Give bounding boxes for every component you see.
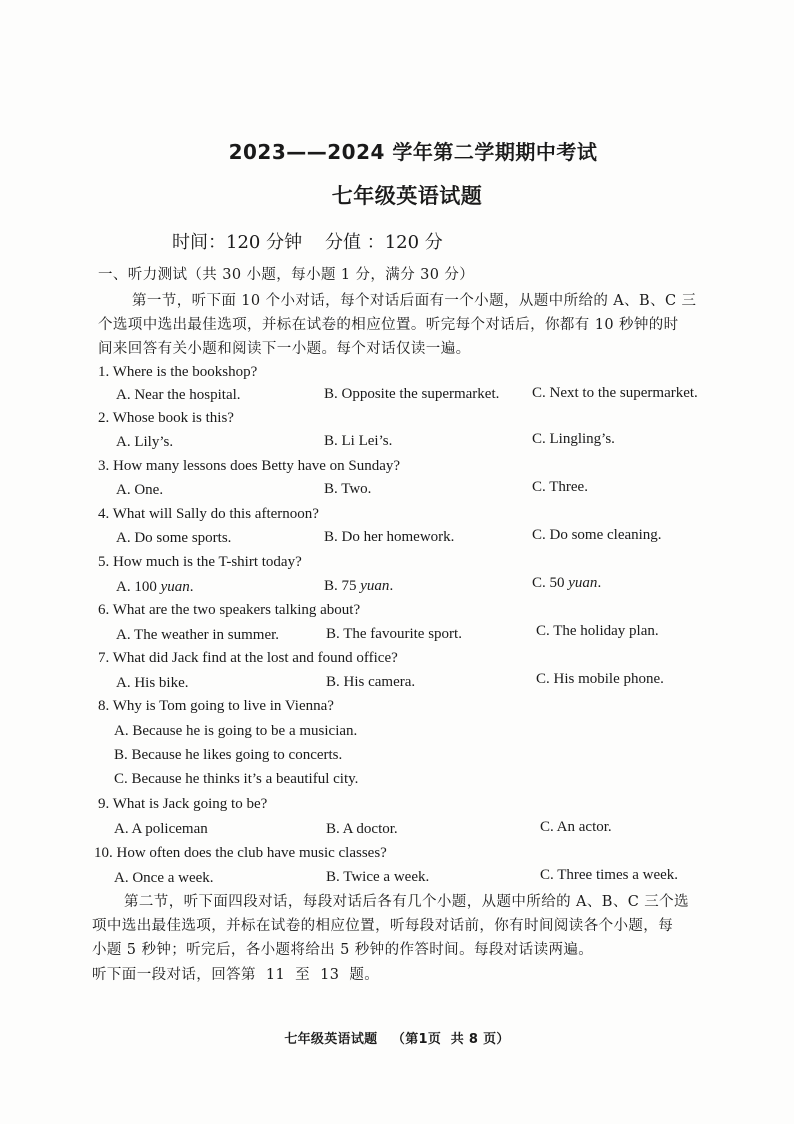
option-b: B. His camera. bbox=[326, 674, 416, 690]
option-a: A. A policeman bbox=[114, 821, 208, 837]
part2-intro-line: 项中选出最佳选项，并标在试卷的相应位置，听每段对话前，你有时间阅读各个小题，每 bbox=[92, 918, 674, 934]
option-c: C. Do some cleaning. bbox=[532, 527, 662, 543]
option-a: A. Do some sports. bbox=[116, 530, 232, 546]
option-a: A. His bike. bbox=[116, 675, 189, 691]
part1-intro-line: 个选项中选出最佳选项，并标在试卷的相应位置。听完每个对话后，你都有 10 秒钟的时 bbox=[98, 317, 679, 333]
part2-intro-line: 小题 5 秒钟；听完后，各小题将给出 5 秒钟的作答时间。每段对话读两遍。 bbox=[92, 942, 594, 958]
option-b-dot: . bbox=[389, 578, 394, 594]
question-text: 6. What are the two speakers talking about? bbox=[98, 602, 361, 618]
option-c: C. Lingling’s. bbox=[532, 431, 615, 447]
time-label: 时间：120 分钟 bbox=[172, 232, 303, 253]
option-b-amount: B. 75 bbox=[324, 578, 357, 594]
option-b: B. Do her homework. bbox=[324, 529, 455, 545]
option-b: B. Twice a week. bbox=[326, 869, 430, 885]
currency-unit: yuan bbox=[360, 578, 390, 594]
option-a: A. Once a week. bbox=[114, 870, 214, 886]
next-dialogue-instruction: 听下面一段对话，回答第 11 至 13 题。 bbox=[92, 967, 380, 983]
question-text: 4. What will Sally do this afternoon? bbox=[98, 506, 319, 522]
score-label: 分值 ：120 分 bbox=[324, 232, 443, 253]
option-c: C. The holiday plan. bbox=[536, 623, 659, 639]
option-c: C. His mobile phone. bbox=[536, 671, 664, 687]
option-a: A. One. bbox=[116, 482, 164, 498]
option-b: B. Li Lei’s. bbox=[324, 433, 393, 449]
question-text: 8. Why is Tom going to live in Vienna? bbox=[98, 698, 334, 714]
page-footer: 七年级英语试题 （第1页 共 8 页） bbox=[284, 1032, 510, 1047]
option-a-amount: A. 100 bbox=[116, 579, 157, 595]
question-text: 10. How often does the club have music classes? bbox=[94, 845, 387, 861]
exam-subtitle: 七年级英语试题 bbox=[331, 184, 483, 208]
question-text: 3. How many lessons does Betty have on Sunday? bbox=[98, 458, 401, 474]
question-text: 1. Where is the bookshop? bbox=[98, 364, 258, 380]
option-c: C. An actor. bbox=[540, 819, 612, 835]
question-text: 9. What is Jack going to be? bbox=[98, 796, 268, 812]
option-c-amount: C. 50 bbox=[532, 575, 565, 591]
section-heading: 一、听力测试（共 30 小题，每小题 1 分，满分 30 分） bbox=[98, 267, 475, 283]
option-b: B. Two. bbox=[324, 481, 372, 497]
option-c-dot: . bbox=[597, 575, 602, 591]
option-b: B. The favourite sport. bbox=[326, 626, 462, 642]
option-b: B. Opposite the supermarket. bbox=[324, 386, 500, 402]
option-c: C. Because he thinks it’s a beautiful city. bbox=[114, 771, 359, 787]
question-text: 7. What did Jack find at the lost and found office? bbox=[98, 650, 398, 666]
part2-intro-line: 第二节，听下面四段对话，每段对话后各有几个小题，从题中所给的 A、B、C 三个选 bbox=[124, 894, 689, 910]
exam-title: 2023——2024 学年第二学期期中考试 bbox=[228, 140, 598, 164]
option-c bbox=[532, 574, 601, 592]
option-a: A. Lily’s. bbox=[116, 434, 174, 450]
exam-meta bbox=[172, 228, 443, 254]
question-text: 2. Whose book is this? bbox=[98, 410, 234, 426]
option-a: A. Near the hospital. bbox=[116, 387, 241, 403]
option-a-dot: . bbox=[189, 579, 194, 595]
option-c: C. Three times a week. bbox=[540, 867, 679, 883]
option-b bbox=[324, 577, 393, 595]
option-b: B. A doctor. bbox=[326, 821, 398, 837]
option-a bbox=[116, 578, 194, 596]
option-a: A. The weather in summer. bbox=[116, 627, 280, 643]
option-b: B. Because he likes going to concerts. bbox=[114, 747, 343, 763]
question-text: 5. How much is the T-shirt today? bbox=[98, 554, 302, 570]
option-c: C. Three. bbox=[532, 479, 588, 495]
option-c: C. Next to the supermarket. bbox=[532, 385, 698, 401]
currency-unit: yuan bbox=[160, 579, 190, 595]
part1-intro-line: 间来回答有关小题和阅读下一小题。每个对话仅读一遍。 bbox=[98, 341, 471, 357]
part1-intro-line: 第一节，听下面 10 个小对话，每个对话后面有一个小题，从题中所给的 A、B、C 三 bbox=[132, 293, 697, 309]
option-a: A. Because he is going to be a musician. bbox=[114, 723, 358, 739]
currency-unit: yuan bbox=[568, 575, 598, 591]
